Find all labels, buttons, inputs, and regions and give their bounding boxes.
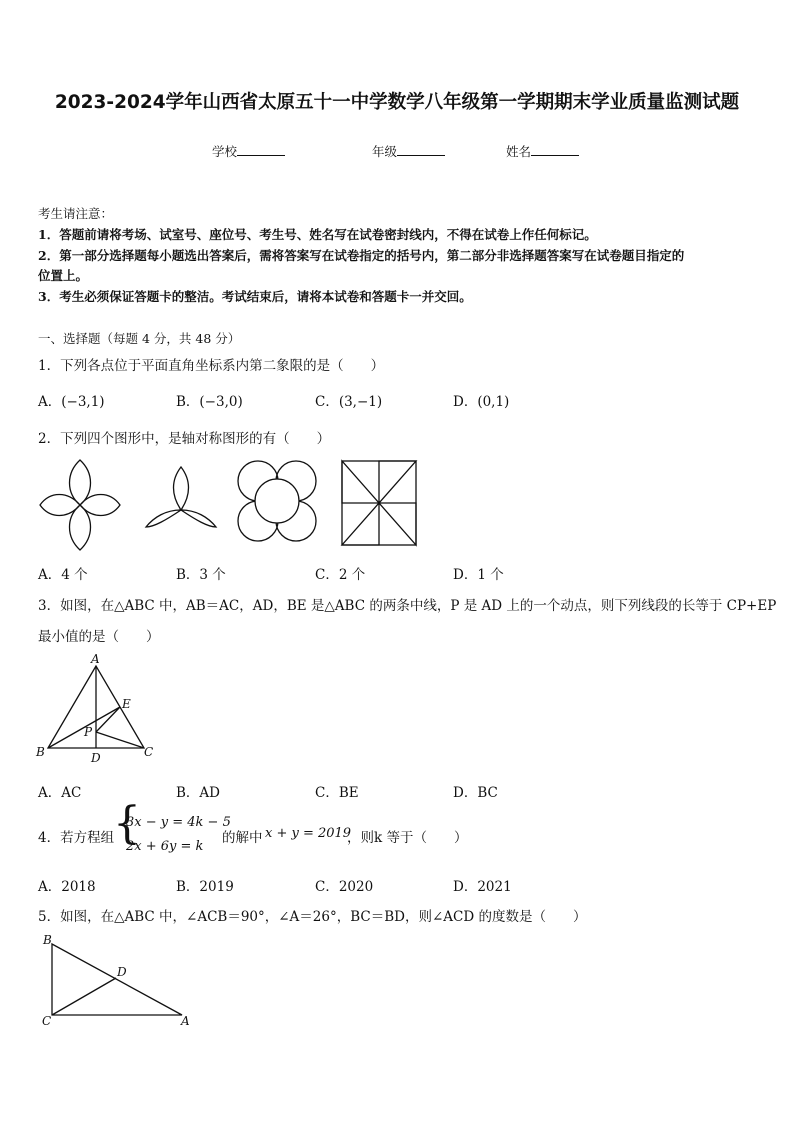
q3-option-c: C．BE <box>315 785 359 801</box>
q4-option-a: A．2018 <box>38 879 96 895</box>
q3-stem-line2: 最小值的是（ ） <box>38 629 160 645</box>
q3-option-d: D．BC <box>453 785 498 801</box>
q4-stem-suffix: ，则k 等于（ ） <box>347 830 468 846</box>
q3-triangle-figure <box>34 652 164 767</box>
q1-option-b: B．(−3,0) <box>176 394 243 410</box>
name-blank <box>531 143 579 156</box>
school-blank <box>237 143 285 156</box>
label-c: C <box>42 1014 52 1028</box>
segment-cd <box>52 978 116 1015</box>
q2-figures <box>36 455 426 555</box>
label-c: C <box>144 745 154 759</box>
three-petal-figure <box>146 467 216 527</box>
q4-equation-1: 3x − y = 4k − 5 <box>126 815 231 830</box>
label-d: D <box>91 751 101 765</box>
q3-stem-line1: 3．如图，在△ABC 中，AB＝AC，AD，BE 是△ABC 的两条中线，P 是 AD 上的一个动点，则下列线段的长等于 CP+EP <box>38 598 777 614</box>
notice-item-2-cont: 位置上。 <box>38 268 89 283</box>
segment-pc <box>96 732 144 748</box>
q2-option-d: D．1 个 <box>453 567 504 583</box>
q4-option-d: D．2021 <box>453 879 512 895</box>
q4-option-c: C．2020 <box>315 879 374 895</box>
label-b: B <box>36 745 45 759</box>
four-circle-figure <box>238 461 316 541</box>
pinwheel-figure <box>342 461 416 545</box>
label-a: A <box>91 652 100 666</box>
label-b: B <box>43 933 52 947</box>
q2-option-a: A．4 个 <box>38 567 88 583</box>
label-p: P <box>84 725 93 739</box>
section-heading: 一、选择题（每题 4 分，共 48 分） <box>38 331 241 346</box>
school-field <box>212 142 285 160</box>
notice-heading: 考生请注意： <box>38 206 114 221</box>
four-petal-figure <box>40 460 120 550</box>
q4-stem-mid: 的解中 <box>222 830 263 846</box>
label-d: D <box>117 965 127 979</box>
grade-blank <box>397 143 445 156</box>
q2-option-b: B．3 个 <box>176 567 226 583</box>
grade-field <box>372 142 445 160</box>
q5-triangle-figure <box>36 932 196 1030</box>
page-title: 2023-2024学年山西省太原五十一中学数学八年级第一学期期末学业质量监测试题 <box>54 92 740 113</box>
notice-item-3: 3．考生必须保证答题卡的整洁。考试结束后，请将本试卷和答题卡一并交回。 <box>38 289 472 304</box>
q1-option-a: A．(−3,1) <box>38 394 105 410</box>
q3-option-b: B．AD <box>176 785 220 801</box>
q1-option-d: D．(0,1) <box>453 394 510 410</box>
q2-option-c: C．2 个 <box>315 567 366 583</box>
grade-label: 年级 <box>372 144 398 159</box>
label-a: A <box>181 1014 190 1028</box>
notice-item-2: 2．第一部分选择题每小题选出答案后，需将答案写在试卷指定的括号内，第二部分非选择题答案写在试卷题目指定的 <box>38 248 685 263</box>
q4-equation-2: 2x + 6y = k <box>126 839 204 854</box>
segment-ep <box>96 707 120 732</box>
q4-stem-prefix: 4．若方程组 <box>38 830 115 846</box>
q4-brace: { <box>113 798 141 849</box>
q4-option-b: B．2019 <box>176 879 234 895</box>
q2-stem: 2．下列四个图形中，是轴对称图形的有（ ） <box>38 431 331 447</box>
name-field <box>506 142 579 160</box>
q3-option-a: A．AC <box>38 785 82 801</box>
notice-item-1: 1．答题前请将考场、试室号、座位号、考生号、姓名写在试卷密封线内，不得在试卷上作任何标记。 <box>38 227 597 242</box>
label-e: E <box>122 697 131 711</box>
q5-stem: 5．如图，在△ABC 中，∠ACB＝90°，∠A＝26°，BC＝BD，则∠ACD 的度数是（ ） <box>38 909 587 925</box>
q1-option-c: C．(3,−1) <box>315 394 383 410</box>
school-label: 学校 <box>212 144 238 159</box>
q4-condition: x + y = 2019 <box>265 826 352 841</box>
name-label: 姓名 <box>506 144 532 159</box>
q1-stem: 1．下列各点位于平面直角坐标系内第二象限的是（ ） <box>38 358 385 374</box>
